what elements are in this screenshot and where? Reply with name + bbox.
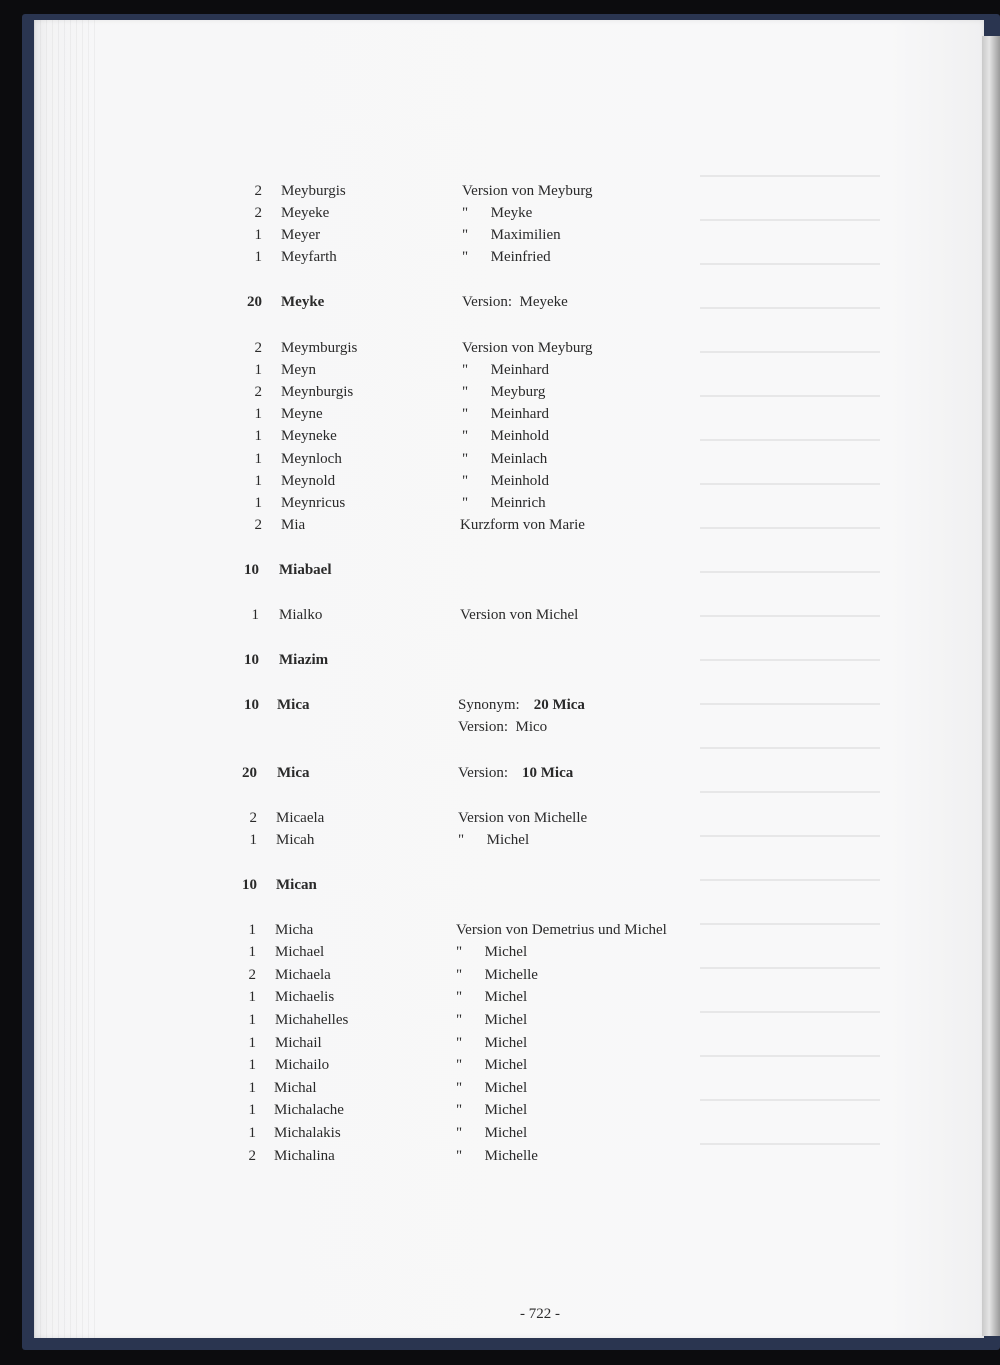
list-entry <box>0 359 1000 381</box>
entry-count: 1 <box>254 227 262 243</box>
entry-note <box>456 964 538 986</box>
entry-note-text: " Michel <box>456 1080 528 1096</box>
entry-note-text: " Michel <box>458 832 530 848</box>
entry-count: 1 <box>248 944 256 960</box>
entry-count: 1 <box>254 451 262 467</box>
entry-count: 2 <box>254 205 262 221</box>
entry-count: 1 <box>254 495 262 511</box>
entry-name: Meyfarth <box>281 249 337 265</box>
list-entry <box>0 941 1000 963</box>
entry-note <box>458 807 587 829</box>
entry-note-text: " Meyburg <box>462 384 546 400</box>
entry-note-text: " Meinhard <box>462 406 549 422</box>
list-entry <box>0 337 1000 359</box>
entry-name: Meymburgis <box>281 340 358 356</box>
list-entry <box>0 874 1000 896</box>
entry-name: Miazim <box>279 652 329 668</box>
entry-note-text: Kurzform von Marie <box>460 517 585 533</box>
list-entry <box>0 986 1000 1008</box>
entry-count: 10 <box>242 877 257 893</box>
entry-name: Meyneke <box>281 428 337 444</box>
entry-name: Michaelis <box>275 989 335 1005</box>
entry-count: 2 <box>249 810 257 826</box>
entry-count: 1 <box>248 922 256 938</box>
entry-count: 2 <box>254 340 262 356</box>
entry-count: 2 <box>248 1148 256 1164</box>
list-entry <box>0 1009 1000 1031</box>
entry-count: 20 <box>247 294 262 310</box>
entry-note-text: " Meinfried <box>462 249 551 265</box>
entry-note-text: Synonym: <box>458 697 520 713</box>
entry-note <box>462 359 549 381</box>
list-entry <box>0 470 1000 492</box>
entry-name: Michal <box>274 1080 317 1096</box>
entry-note-text: Version: Meyeke <box>462 294 568 310</box>
entry-note-text: " Michel <box>456 1012 528 1028</box>
entry-note-text: " Michelle <box>456 967 538 983</box>
entry-note-text: " Meinhold <box>462 473 549 489</box>
list-entry <box>0 1099 1000 1121</box>
list-entry <box>0 425 1000 447</box>
entry-count: 1 <box>254 428 262 444</box>
entry-note <box>456 941 527 963</box>
entry-note <box>462 337 593 359</box>
entry-note <box>458 716 547 738</box>
entry-note-text: Version: Mico <box>458 719 548 735</box>
entry-note-reference: 20 Mica <box>533 697 585 713</box>
list-entry <box>0 224 1000 246</box>
list-entry <box>0 694 1000 716</box>
entry-name: Meyburgis <box>281 183 346 199</box>
page-number: - 722 - <box>520 1306 560 1322</box>
entry-note-text: Version: <box>458 765 508 781</box>
entry-count: 10 <box>244 562 259 578</box>
entry-name: Meyn <box>281 362 316 378</box>
entry-note-text: " Michel <box>456 1125 528 1141</box>
entry-count: 2 <box>254 517 262 533</box>
entry-note <box>462 180 593 202</box>
entry-note-reference: 10 Mica <box>522 765 574 781</box>
entry-note <box>462 381 545 403</box>
entry-name: Meyne <box>281 406 323 422</box>
entry-name: Mialko <box>279 607 323 623</box>
list-entry <box>0 1122 1000 1144</box>
entry-note-text: Version von Michelle <box>458 810 588 826</box>
entry-name: Michailo <box>275 1057 330 1073</box>
entry-note-text: " Michel <box>456 1035 528 1051</box>
list-entry <box>0 448 1000 470</box>
list-entry <box>0 919 1000 941</box>
list-entry <box>0 829 1000 851</box>
entry-name: Michalina <box>274 1148 335 1164</box>
entry-note <box>456 1099 527 1121</box>
entry-count: 1 <box>251 607 259 623</box>
entry-name: Michalakis <box>274 1125 341 1141</box>
entry-name: Micaela <box>276 810 325 826</box>
list-entry <box>0 807 1000 829</box>
entry-note-text: " Meinrich <box>462 495 546 511</box>
entry-name: Micah <box>276 832 315 848</box>
entry-note <box>456 1122 527 1144</box>
entry-note-text: Version von Michel <box>460 607 579 623</box>
list-entry <box>0 964 1000 986</box>
entry-name: Micha <box>275 922 314 938</box>
list-entry <box>0 246 1000 268</box>
entry-note-text: " Michelle <box>456 1148 538 1164</box>
entry-count: 1 <box>248 1035 256 1051</box>
entry-count: 10 <box>244 697 259 713</box>
entry-note <box>456 986 527 1008</box>
entry-note <box>462 291 568 313</box>
entry-count: 1 <box>248 1125 256 1141</box>
entry-name: Michael <box>275 944 325 960</box>
entry-count: 1 <box>248 989 256 1005</box>
entry-name: Michail <box>275 1035 322 1051</box>
entry-name: Mica <box>277 765 310 781</box>
entry-note <box>462 425 549 447</box>
entry-count: 2 <box>254 183 262 199</box>
entry-count: 1 <box>249 832 257 848</box>
entry-note <box>456 1054 527 1076</box>
entry-count: 1 <box>254 473 262 489</box>
entry-note <box>456 1032 527 1054</box>
list-entry <box>0 180 1000 202</box>
list-entry <box>0 1077 1000 1099</box>
list-entry <box>0 1054 1000 1076</box>
entry-note <box>458 694 585 716</box>
list-entry <box>0 202 1000 224</box>
list-entry <box>0 762 1000 784</box>
entry-note-text: " Meinlach <box>462 451 548 467</box>
entry-note-text: " Michel <box>456 989 528 1005</box>
entry-count: 20 <box>242 765 257 781</box>
entry-note <box>460 514 585 536</box>
list-entry <box>0 1145 1000 1167</box>
entry-name: Michaela <box>275 967 331 983</box>
list-entry <box>0 291 1000 313</box>
entry-note <box>458 829 529 851</box>
entry-name: Meynloch <box>281 451 342 467</box>
list-entry <box>0 514 1000 536</box>
list-entry <box>0 604 1000 626</box>
entry-note <box>456 919 667 941</box>
entry-count: 1 <box>248 1057 256 1073</box>
entry-note <box>458 762 573 784</box>
entry-name: Meynricus <box>281 495 346 511</box>
entry-note-text: " Meinhold <box>462 428 549 444</box>
entry-name: Mica <box>277 697 310 713</box>
entry-name: Meyer <box>281 227 321 243</box>
entry-count: 10 <box>244 652 259 668</box>
list-entry <box>0 403 1000 425</box>
list-entry <box>0 1032 1000 1054</box>
entry-name: Meynburgis <box>281 384 354 400</box>
entry-note <box>456 1145 538 1167</box>
entry-note <box>462 224 561 246</box>
entry-note-text: " Michel <box>456 1102 528 1118</box>
entry-name: Mican <box>276 877 317 893</box>
entry-name: Mia <box>281 517 306 533</box>
entry-note-text: " Meyke <box>462 205 533 221</box>
entry-note-text: Version von Demetrius und Michel <box>456 922 667 938</box>
entry-note <box>456 1009 527 1031</box>
entry-note-text: " Michel <box>456 1057 528 1073</box>
entry-note <box>462 246 551 268</box>
entry-note-text: Version von Meyburg <box>462 340 593 356</box>
list-entry <box>0 381 1000 403</box>
entry-name: Michahelles <box>275 1012 349 1028</box>
entry-count: 1 <box>254 406 262 422</box>
entry-count: 1 <box>254 249 262 265</box>
entry-count: 1 <box>248 1012 256 1028</box>
entry-note-text: Version von Meyburg <box>462 183 593 199</box>
entry-name: Meyke <box>281 294 325 310</box>
entry-count: 1 <box>248 1102 256 1118</box>
entry-note <box>462 403 549 425</box>
entry-name: Miabael <box>279 562 332 578</box>
list-entry <box>0 559 1000 581</box>
entry-count: 1 <box>254 362 262 378</box>
entry-note <box>462 448 547 470</box>
entry-note <box>460 604 578 626</box>
entry-note <box>462 470 549 492</box>
entry-note <box>462 492 546 514</box>
entry-name: Meynold <box>281 473 336 489</box>
entry-note-text: " Meinhard <box>462 362 549 378</box>
entry-count: 1 <box>248 1080 256 1096</box>
entry-note-text: " Maximilien <box>462 227 561 243</box>
entry-name: Michalache <box>274 1102 344 1118</box>
list-entry <box>0 492 1000 514</box>
list-entry <box>0 716 1000 738</box>
list-entry <box>0 649 1000 671</box>
entry-note <box>462 202 532 224</box>
entry-note-text: " Michel <box>456 944 528 960</box>
entry-name: Meyeke <box>281 205 330 221</box>
entry-count: 2 <box>248 967 256 983</box>
entry-note <box>456 1077 527 1099</box>
entry-count: 2 <box>254 384 262 400</box>
